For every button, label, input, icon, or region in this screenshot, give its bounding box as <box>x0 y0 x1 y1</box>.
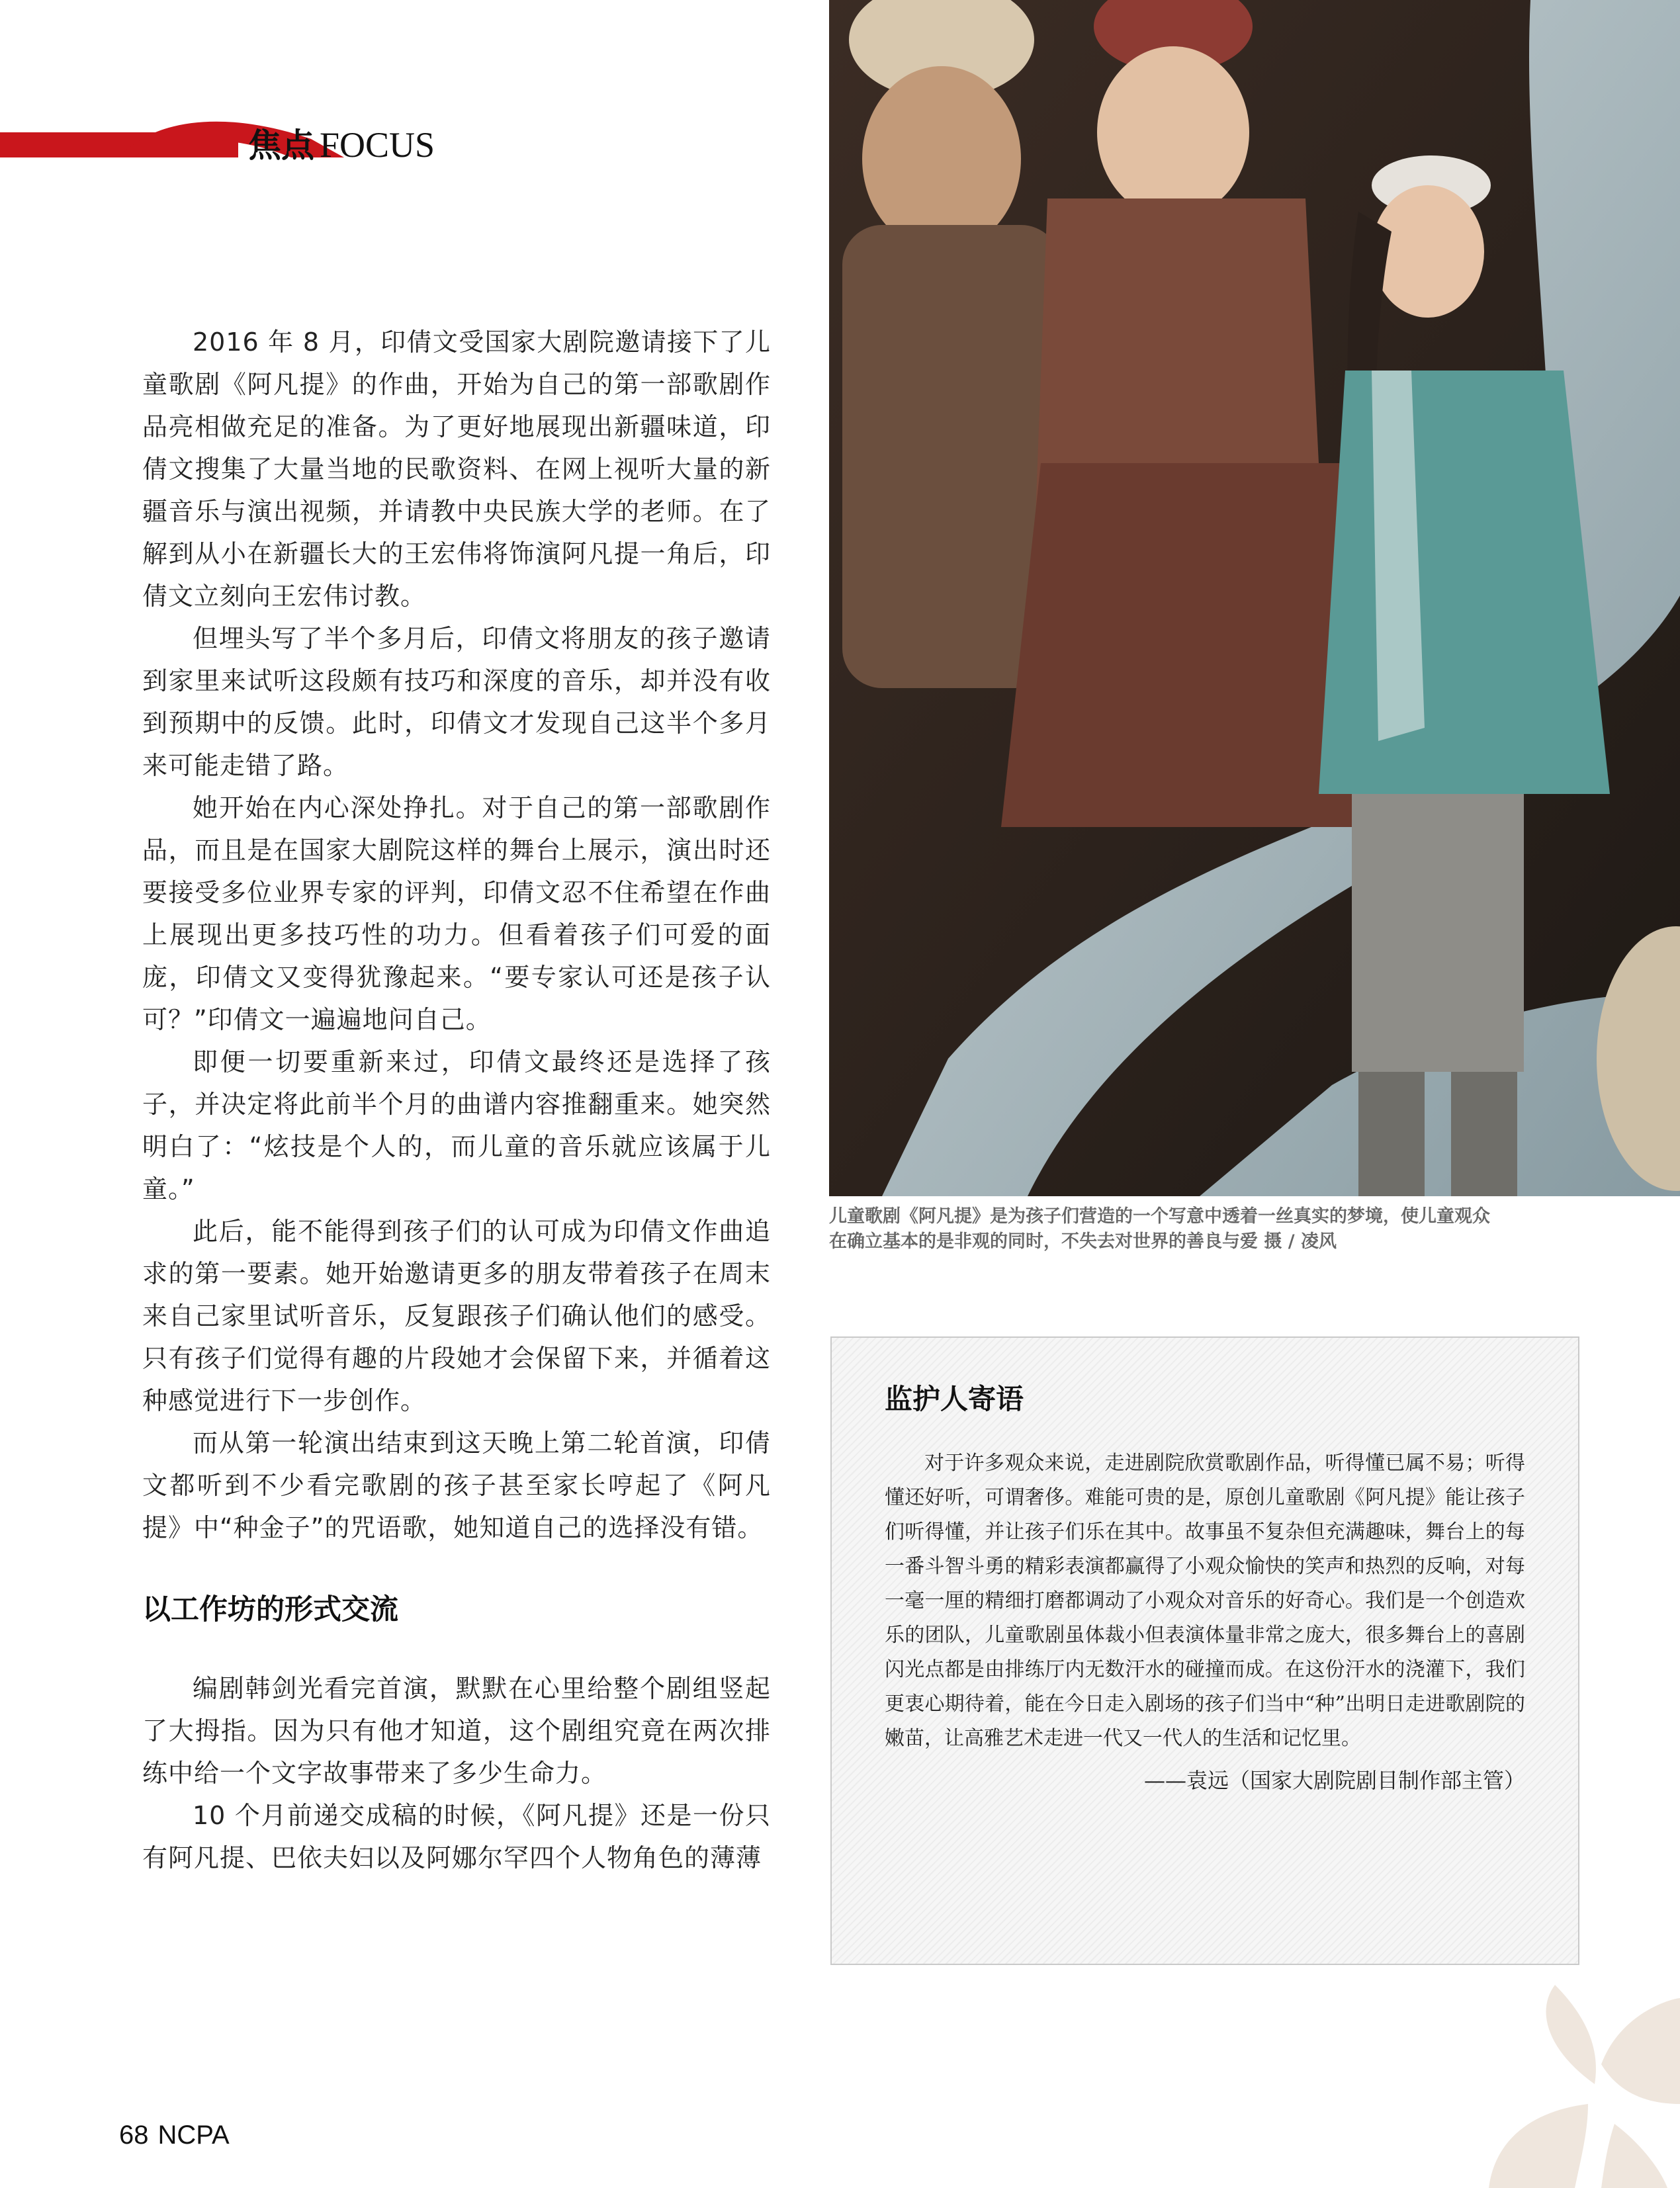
paragraph: 她开始在内心深处挣扎。对于自己的第一部歌剧作品，而且是在国家大剧院这样的舞台上展示，演出时还要接受多位业界专家的评判，印倩文忍不住希望在作曲上展现出更多技巧性的功力。但看着孩子们可爱的面庞，印倩文又变得犹豫起来。“要专家认可还是孩子认可？”印倩文一遍遍地问自己。 <box>142 793 771 1034</box>
paragraph: 即便一切要重新来过，印倩文最终还是选择了孩子，并决定将此前半个月的曲谱内容推翻重来。她突然明白了：“炫技是个人的，而儿童的音乐就应该属于儿童。” <box>142 1047 771 1203</box>
section-header <box>0 112 476 172</box>
page-footer <box>119 2121 230 2150</box>
decorative-flower-icon <box>1403 1972 1680 2188</box>
paragraph: 而从第一轮演出结束到这天晚上第二轮首演，印倩文都听到不少看完歌剧的孩子甚至家长哼起了《阿凡提》中“种金子”的咒语歌，她知道自己的选择没有错。 <box>142 1428 771 1542</box>
paragraph: 但埋头写了半个多月后，印倩文将朋友的孩子邀请到家里来试听这段颇有技巧和深度的音乐，却并没有收到预期中的反馈。此时，印倩文才发现自己这半个多月来可能走错了路。 <box>142 624 771 780</box>
stage-photo-illustration <box>829 0 1680 1196</box>
guardian-note-box <box>830 1336 1579 1965</box>
magazine-name: NCPA <box>157 2121 230 2150</box>
section-label <box>248 119 435 167</box>
subheading: 以工作坊的形式交流 <box>142 1593 398 1626</box>
caption-line: 儿童歌剧《阿凡提》是为孩子们营造的一个写意中透着一丝真实的梦境，使儿童观众 <box>829 1206 1490 1227</box>
section-label-cn: 焦点 <box>248 126 314 165</box>
paragraph: 10 个月前递交成稿的时候，《阿凡提》还是一份只有阿凡提、巴依夫妇以及阿娜尔罕四个人物角色的薄薄 <box>142 1801 771 1872</box>
paragraph: 编剧韩剑光看完首演，默默在心里给整个剧组竖起了大拇指。因为只有他才知道，这个剧组究竟在两次排练中给一个文字故事带来了多少生命力。 <box>142 1674 771 1788</box>
section-label-en: FOCUS <box>320 125 435 165</box>
caption-line: 在确立基本的是非观的同时，不失去对世界的善良与爱 摄 / 凌风 <box>829 1231 1337 1252</box>
paragraph: 此后，能不能得到孩子们的认可成为印倩文作曲追求的第一要素。她开始邀请更多的朋友带着孩子在周末来自己家里试听音乐，反复跟孩子们确认他们的感受。只有孩子们觉得有趣的片段她才会保留下来，并循着这种感觉进行下一步创作。 <box>142 1217 771 1415</box>
guardian-note-signature: ——袁远（国家大剧院剧目制作部主管） <box>1143 1768 1525 1793</box>
stage-photo <box>829 0 1680 1196</box>
article-column <box>142 321 771 1879</box>
paragraph: 2016 年 8 月，印倩文受国家大剧院邀请接下了儿童歌剧《阿凡提》的作曲，开始为自己的第一部歌剧作品亮相做充足的准备。为了更好地展现出新疆味道，印倩文搜集了大量当地的民歌资料、在网上视听大量的新疆音乐与演出视频，并请教中央民族大学的老师。在了解到从小在新疆长大的王宏伟将饰演阿凡提一角后，印倩文立刻向王宏伟讨教。 <box>142 328 771 611</box>
page-number: 68 <box>119 2121 149 2150</box>
guardian-note-text: 对于许多观众来说，走进剧院欣赏歌剧作品，听得懂已属不易；听得懂还好听，可谓奢侈。难能可贵的是，原创儿童歌剧《阿凡提》能让孩子们听得懂，并让孩子们乐在其中。故事虽不复杂但充满趣味，舞台上的每一番斗智斗勇的精彩表演都赢得了小观众愉快的笑声和热烈的反响，对每一毫一厘的精细打磨都调动了小观众对音乐的好奇心。我们是一个创造欢乐的团队，儿童歌剧虽体裁小但表演体量非常之庞大，很多舞台上的喜剧闪光点都是由排练厅内无数汗水的碰撞而成。在这份汗水的浇灌下，我们更衷心期待着，能在今日走入剧场的孩子们当中“种”出明日走进歌剧院的嫩苗，让高雅艺术走进一代又一代人的生活和记忆里。 <box>885 1452 1525 1750</box>
photo-caption <box>829 1204 1680 1254</box>
guardian-note-title: 监护人寄语 <box>885 1383 1024 1415</box>
